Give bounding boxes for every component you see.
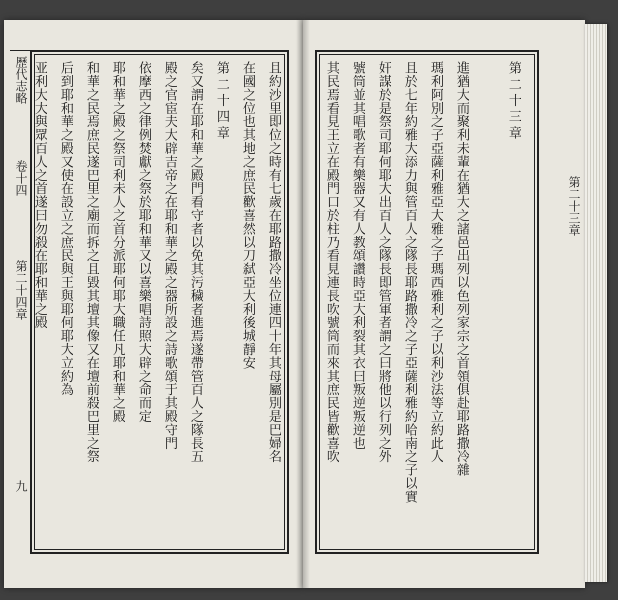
text-column: 且於七年約雅大添力與管百人之隊長耶路撒冷之子亞薩利雅約哈南之子以實 — [402, 61, 417, 504]
text-column: 號筒並其唱歌者有樂器又有人教頌讚時亞大利裂其衣曰叛逆叛逆也 — [350, 61, 365, 450]
text-column: 在國之位也其地之庶民歡喜然以刀弑亞大利後城靜安 — [240, 61, 255, 370]
open-book — [4, 6, 610, 594]
text-column: 和華之民焉庶民遂巴里之廟而拆之且毀其壇其像又在壇前殺巴里之祭 — [84, 61, 99, 463]
page-tabs — [564, 36, 584, 560]
text-column: 殿之官宦夫大辟吉帝之在耶和華之殿之器所設之詩歌頌于其殿守門 — [162, 61, 177, 450]
left-text-block — [34, 54, 285, 550]
text-column: 后到耶和華之殿又使在設立之庶民與王與耶何耶大立約為 — [58, 61, 73, 396]
book-gutter — [296, 20, 310, 588]
margin-chapter: 第二十四章 — [14, 260, 28, 320]
text-column: 其民焉看見王立在殿門口於柱乃看見連長吹號筒而來其庶民皆歡喜吹 — [324, 61, 339, 463]
margin-title: 歷代志略 — [14, 56, 28, 104]
left-text-frame — [30, 50, 289, 554]
chapter-heading: 第二十四章 — [214, 61, 229, 142]
text-column: 瑪利阿別之子亞薩利雅亞大雅之子瑪西雅利之子以利沙法等立約此人 — [428, 61, 443, 463]
margin-divider — [10, 50, 30, 51]
page-edges — [585, 24, 607, 582]
text-column: 且約沙里即位之時有七歲在耶路撒冷坐位連四十年其母屬別是巴婦名 — [266, 61, 281, 463]
margin-volume: 卷十四 — [14, 160, 28, 196]
right-text-frame — [315, 50, 539, 554]
text-column: 耶和華之殿之祭司利未人之首分派耶何耶大職任凡耶和華之殿 — [110, 61, 125, 423]
text-column: 奸謀於是祭司耶何耶大出百人之隊長即管軍者謂之曰將他以行列之外 — [376, 61, 391, 463]
text-column: 亚利大大與眾百人之首遂曰勿殺在耶和華之殿 — [32, 61, 47, 329]
chapter-heading: 第二十三章 — [506, 61, 521, 142]
margin-label — [10, 50, 30, 554]
text-column: 依摩西之律例焚獻之祭於耶和華又以喜樂唱詩照大辟之命而定 — [136, 61, 151, 423]
text-column: 矣又謂在耶和華之殿門看守者以免其污穢者進焉遂帶管百人之隊長五 — [188, 61, 203, 463]
left-page — [4, 20, 303, 588]
tab-label: 第二十三章 — [567, 176, 581, 236]
right-page — [303, 20, 585, 588]
text-column: 進猶大而聚利未輩在猶大之諸邑出列以色列家宗之首領俱赴耶路撒冷雜 — [454, 61, 469, 477]
right-text-block — [319, 54, 535, 550]
margin-folio: 九 — [14, 480, 28, 492]
